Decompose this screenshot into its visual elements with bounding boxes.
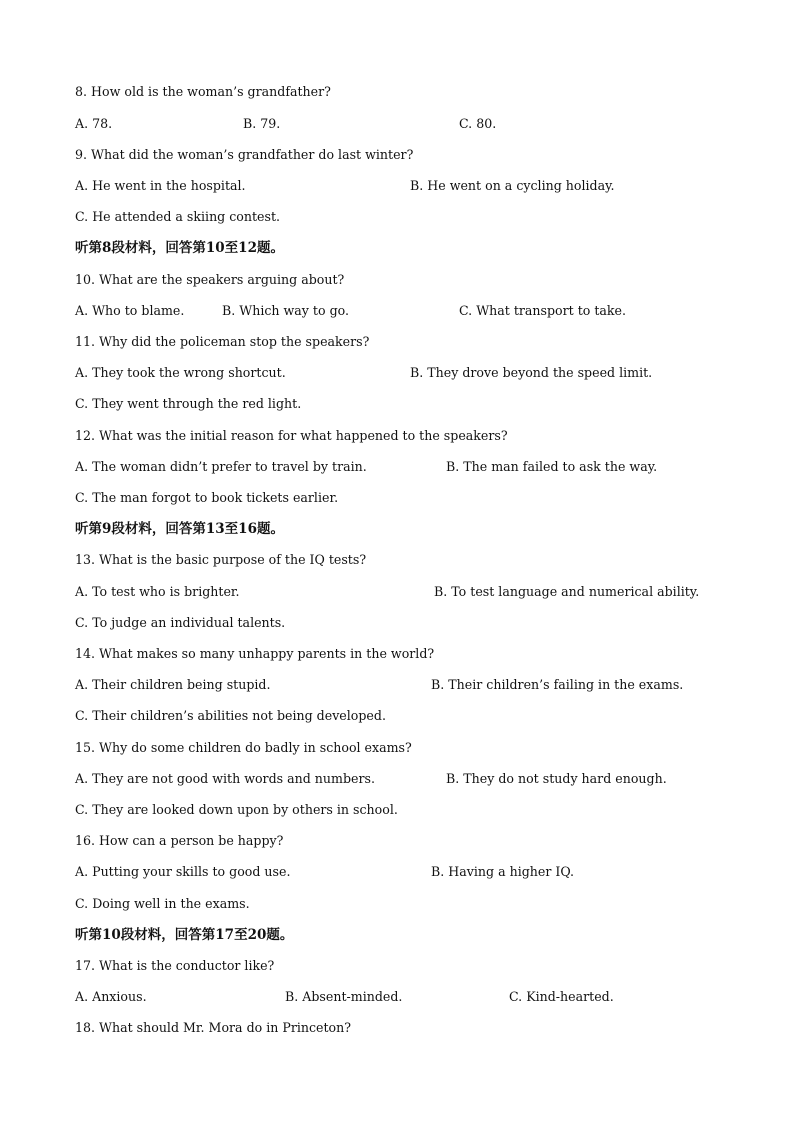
option-8a: A. 78.	[75, 116, 113, 131]
option-17a: A. Anxious.	[75, 989, 147, 1004]
question-10: 10. What are the speakers arguing about?	[75, 272, 345, 287]
option-12b: B. The man failed to ask the way.	[446, 459, 658, 474]
option-17c: C. Kind-hearted.	[509, 989, 614, 1004]
option-8c: C. 80.	[459, 116, 497, 131]
question-16: 16. How can a person be happy?	[75, 833, 284, 848]
question-15: 15. Why do some children do badly in school exams?	[75, 740, 412, 755]
question-8: 8. How old is the woman’s grandfather?	[75, 84, 331, 99]
question-17: 17. What is the conductor like?	[75, 958, 275, 973]
option-11c: C. They went through the red light.	[75, 396, 302, 411]
option-10a: A. Who to blame.	[75, 303, 185, 318]
option-9c: C. He attended a skiing contest.	[75, 209, 281, 224]
option-12a: A. The woman didn’t prefer to travel by train.	[75, 459, 367, 474]
option-8b: B. 79.	[243, 116, 281, 131]
option-15b: B. They do not study hard enough.	[446, 771, 667, 786]
section-heading-9: 听第9段材料，回答第13至16题。	[75, 521, 284, 537]
option-9a: A. He went in the hospital.	[75, 178, 246, 193]
question-9: 9. What did the woman’s grandfather do last winter?	[75, 147, 414, 162]
option-14b: B. Their children’s failing in the exams.	[431, 677, 684, 692]
question-11: 11. Why did the policeman stop the speakers?	[75, 334, 370, 349]
option-14a: A. Their children being stupid.	[75, 677, 271, 692]
option-14c: C. Their children’s abilities not being developed.	[75, 708, 386, 723]
option-13b: B. To test language and numerical ability.	[434, 584, 700, 599]
option-16b: B. Having a higher IQ.	[431, 864, 575, 879]
option-12c: C. The man forgot to book tickets earlier.	[75, 490, 339, 505]
section-heading-10: 听第10段材料，回答第17至20题。	[75, 927, 294, 943]
option-17b: B. Absent-minded.	[285, 989, 403, 1004]
question-14: 14. What makes so many unhappy parents in the world?	[75, 646, 435, 661]
option-11b: B. They drove beyond the speed limit.	[410, 365, 653, 380]
option-15a: A. They are not good with words and numbers.	[75, 771, 375, 786]
option-10b: B. Which way to go.	[222, 303, 349, 318]
option-16a: A. Putting your skills to good use.	[75, 864, 291, 879]
option-9b: B. He went on a cycling holiday.	[410, 178, 615, 193]
question-18: 18. What should Mr. Mora do in Princeton?	[75, 1020, 351, 1035]
option-15c: C. They are looked down upon by others in school.	[75, 802, 398, 817]
option-11a: A. They took the wrong shortcut.	[75, 365, 286, 380]
question-13: 13. What is the basic purpose of the IQ tests?	[75, 552, 367, 567]
option-16c: C. Doing well in the exams.	[75, 896, 250, 911]
question-12: 12. What was the initial reason for what happened to the speakers?	[75, 428, 508, 443]
option-13a: A. To test who is brighter.	[75, 584, 240, 599]
section-heading-8: 听第8段材料，回答第10至12题。	[75, 240, 284, 256]
option-10c: C. What transport to take.	[459, 303, 627, 318]
option-13c: C. To judge an individual talents.	[75, 615, 286, 630]
